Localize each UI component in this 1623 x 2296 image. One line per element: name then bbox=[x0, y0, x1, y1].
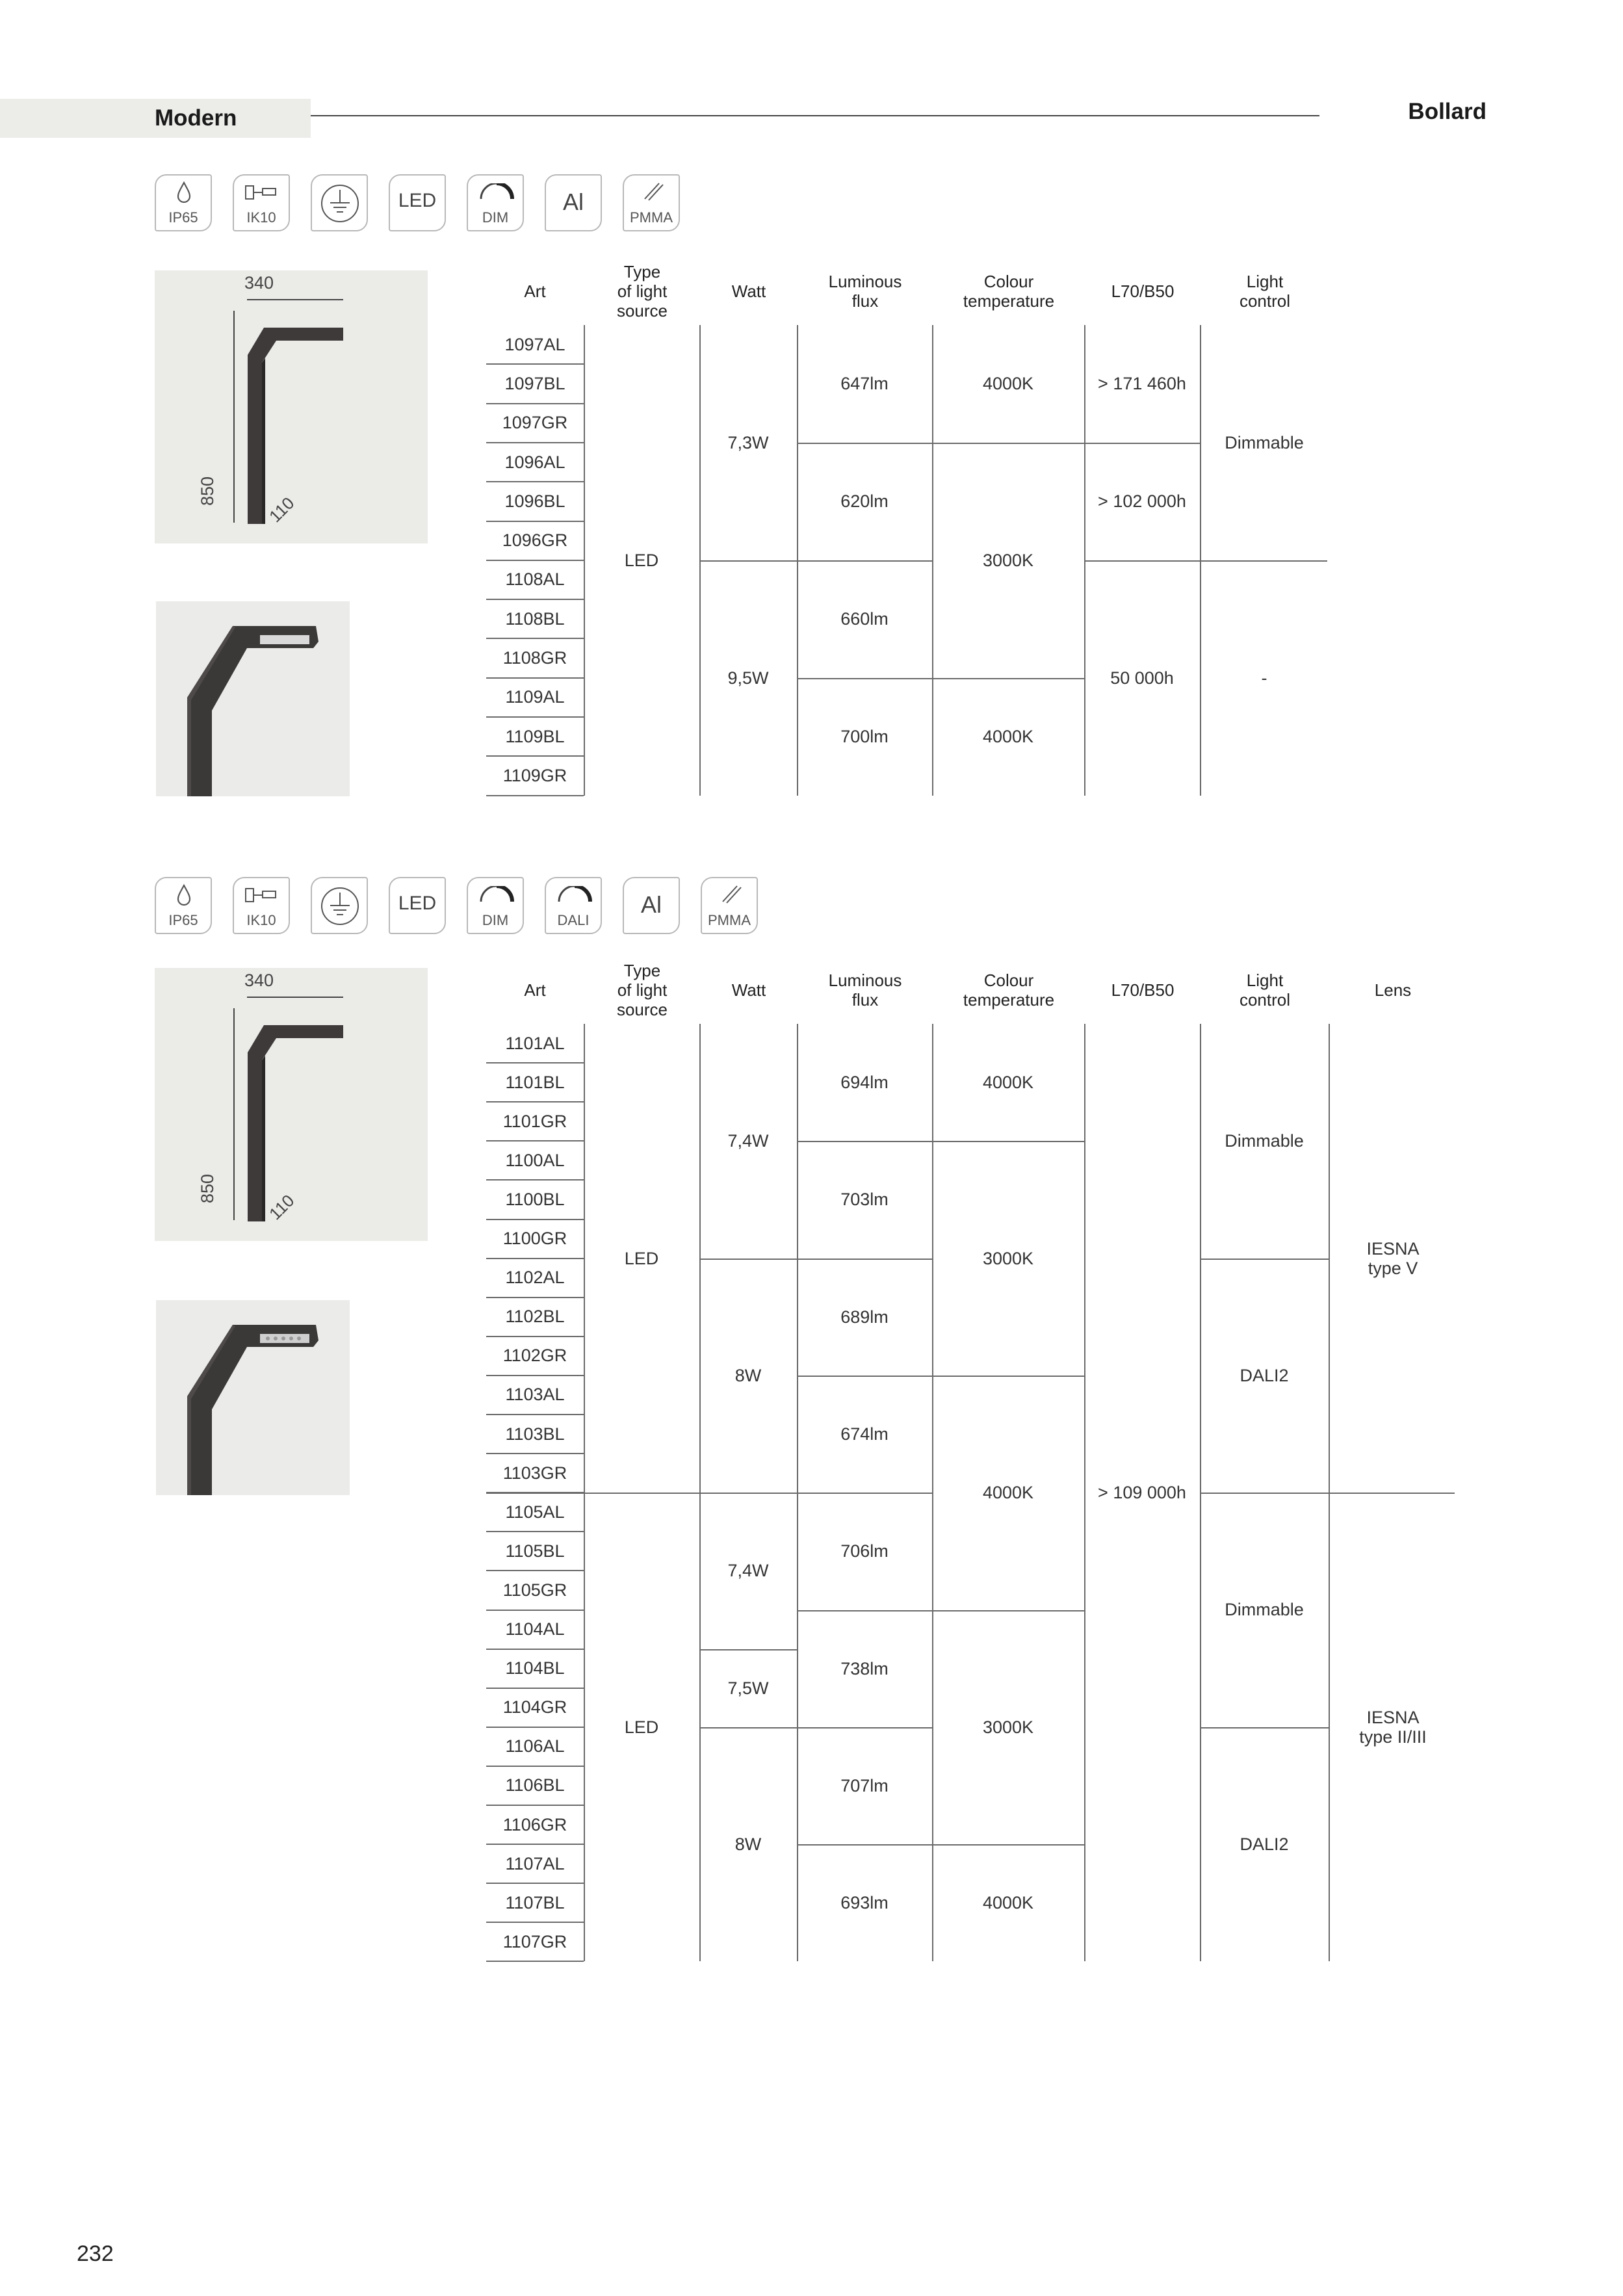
page-number: 232 bbox=[77, 2241, 114, 2266]
aluminium-label: Al bbox=[562, 189, 584, 215]
aluminium-icon bbox=[545, 174, 602, 231]
dimension-drawing-1 bbox=[155, 270, 428, 543]
article-code: 1104BL bbox=[505, 1658, 565, 1678]
temperature-value: 4000K bbox=[982, 1893, 1034, 1913]
article-code: 1104GR bbox=[502, 1697, 567, 1717]
header-rule bbox=[311, 115, 1319, 116]
article-code: 1103GR bbox=[502, 1463, 567, 1483]
l70-value: 50 000h bbox=[1110, 668, 1174, 688]
control-value: DALI2 bbox=[1240, 1834, 1289, 1855]
col-header-flux: Luminous flux bbox=[828, 272, 902, 311]
dali-label: DALI bbox=[557, 912, 590, 928]
article-code: 1108GR bbox=[502, 648, 567, 668]
col-header-source: Type of light source bbox=[616, 961, 668, 1019]
light-source-value: LED bbox=[624, 1717, 659, 1737]
pmma-icon bbox=[701, 877, 758, 934]
article-code: 1106GR bbox=[502, 1814, 567, 1834]
control-value: DALI2 bbox=[1240, 1365, 1289, 1385]
pmma-label: PMMA bbox=[630, 209, 673, 226]
watt-value: 7,4W bbox=[727, 1561, 769, 1581]
dim-icon bbox=[467, 877, 524, 934]
depth-dimension: 110 bbox=[265, 493, 298, 527]
pmma-icon bbox=[623, 174, 680, 231]
article-code: 1101AL bbox=[505, 1033, 565, 1053]
watt-value: 7,4W bbox=[727, 1131, 769, 1151]
col-header-temp: Colour temperature bbox=[963, 272, 1055, 311]
height-dimension: 850 bbox=[198, 476, 217, 506]
dim-label: DIM bbox=[482, 912, 509, 928]
col-header-watt: Watt bbox=[731, 281, 766, 301]
col-header-l70: L70/B50 bbox=[1111, 980, 1175, 1000]
ip65-icon bbox=[155, 174, 212, 231]
temperature-value: 4000K bbox=[982, 1483, 1034, 1503]
earth-ground-icon bbox=[311, 877, 368, 934]
flux-value: 738lm bbox=[840, 1658, 889, 1678]
article-code: 1101BL bbox=[505, 1072, 565, 1092]
article-code: 1109BL bbox=[505, 726, 565, 746]
article-code: 1100AL bbox=[505, 1150, 565, 1170]
article-code: 1096AL bbox=[504, 452, 565, 472]
article-code: 1103AL bbox=[505, 1385, 565, 1405]
light-source-value: LED bbox=[624, 1248, 659, 1268]
ik10-icon bbox=[233, 174, 290, 231]
temperature-value: 4000K bbox=[982, 727, 1034, 747]
col-header-control: Light control bbox=[1239, 272, 1291, 311]
article-code: 1097GR bbox=[502, 413, 568, 433]
row-rule bbox=[486, 1961, 584, 1962]
article-code: 1106AL bbox=[505, 1736, 565, 1756]
flux-value: 620lm bbox=[840, 491, 889, 512]
ik10-icon bbox=[233, 877, 290, 934]
flux-value: 647lm bbox=[840, 374, 889, 394]
row-rule bbox=[486, 795, 584, 796]
lens-value: IESNA type II/III bbox=[1359, 1707, 1427, 1747]
temperature-value: 3000K bbox=[982, 550, 1034, 570]
flux-value: 660lm bbox=[840, 609, 889, 629]
ip65-label: IP65 bbox=[168, 209, 198, 226]
watt-value: 7,5W bbox=[727, 1678, 769, 1698]
article-code: 1096GR bbox=[502, 530, 568, 551]
article-code: 1102BL bbox=[505, 1307, 565, 1327]
dali-icon bbox=[545, 877, 602, 934]
aluminium-icon bbox=[623, 877, 680, 934]
flux-value: 706lm bbox=[840, 1541, 889, 1561]
article-code: 1107BL bbox=[505, 1892, 565, 1912]
dim-label: DIM bbox=[482, 209, 509, 226]
ip65-label: IP65 bbox=[168, 912, 198, 928]
article-code: 1105BL bbox=[505, 1541, 565, 1561]
l70-value: > 171 460h bbox=[1098, 374, 1186, 394]
width-dimension: 340 bbox=[244, 971, 274, 990]
article-code: 1109AL bbox=[505, 687, 565, 707]
flux-value: 703lm bbox=[840, 1190, 889, 1210]
col-header-lens: Lens bbox=[1374, 980, 1412, 1000]
dimension-drawing-2 bbox=[155, 968, 428, 1241]
col-header-source: Type of light source bbox=[616, 262, 668, 320]
article-code: 1107GR bbox=[502, 1931, 567, 1951]
ik10-label: IK10 bbox=[246, 912, 276, 928]
ip65-icon bbox=[155, 877, 212, 934]
col-header-l70: L70/B50 bbox=[1111, 281, 1175, 301]
feature-icons-1 bbox=[155, 174, 675, 234]
aluminium-label: Al bbox=[640, 891, 662, 918]
article-code: 1101GR bbox=[502, 1111, 567, 1131]
watt-value: 8W bbox=[734, 1365, 762, 1385]
col-header-temp: Colour temperature bbox=[963, 971, 1055, 1010]
article-code: 1105GR bbox=[502, 1580, 567, 1600]
dim-icon bbox=[467, 174, 524, 231]
l70-value: > 102 000h bbox=[1098, 491, 1186, 512]
control-value: Dimmable bbox=[1225, 1131, 1304, 1151]
control-value: Dimmable bbox=[1225, 432, 1304, 452]
width-dimension: 340 bbox=[244, 273, 274, 293]
category-title: Modern bbox=[155, 105, 237, 131]
flux-value: 674lm bbox=[840, 1424, 889, 1444]
flux-value: 707lm bbox=[840, 1775, 889, 1795]
col-header-flux: Luminous flux bbox=[828, 971, 902, 1010]
article-code: 1100GR bbox=[502, 1229, 567, 1249]
watt-value: 8W bbox=[734, 1834, 762, 1855]
article-code: 1103BL bbox=[505, 1424, 565, 1444]
flux-value: 700lm bbox=[840, 727, 889, 747]
led-label: LED bbox=[398, 893, 437, 914]
led-icon bbox=[389, 174, 446, 231]
l70-value: > 109 000h bbox=[1098, 1483, 1186, 1503]
article-code: 1108AL bbox=[505, 569, 565, 590]
product-photo-1 bbox=[156, 601, 350, 796]
height-dimension: 850 bbox=[198, 1173, 217, 1203]
lens-value: IESNA type V bbox=[1366, 1238, 1420, 1278]
product-type-title: Bollard bbox=[1408, 99, 1487, 124]
feature-icons-2 bbox=[155, 877, 766, 937]
article-code: 1102AL bbox=[505, 1268, 565, 1288]
control-value: Dimmable bbox=[1225, 1600, 1304, 1620]
flux-value: 689lm bbox=[840, 1307, 889, 1327]
flux-value: 693lm bbox=[840, 1893, 889, 1913]
control-value: - bbox=[1261, 668, 1267, 688]
temperature-value: 3000K bbox=[982, 1717, 1034, 1737]
ik10-label: IK10 bbox=[246, 209, 276, 226]
article-code: 1106BL bbox=[505, 1775, 565, 1795]
article-code: 1107AL bbox=[505, 1853, 565, 1873]
article-code: 1108BL bbox=[505, 608, 565, 629]
article-code: 1097BL bbox=[504, 373, 565, 393]
flux-value: 694lm bbox=[840, 1073, 889, 1093]
article-code: 1102GR bbox=[502, 1346, 567, 1366]
led-label: LED bbox=[398, 190, 437, 211]
article-code: 1109GR bbox=[502, 765, 567, 785]
article-code: 1096BL bbox=[504, 491, 565, 511]
col-header-art: Art bbox=[524, 980, 546, 1000]
earth-ground-icon bbox=[311, 174, 368, 231]
temperature-value: 4000K bbox=[982, 374, 1034, 394]
temperature-value: 3000K bbox=[982, 1248, 1034, 1268]
article-code: 1105AL bbox=[505, 1502, 565, 1522]
col-header-watt: Watt bbox=[731, 980, 766, 1000]
watt-value: 9,5W bbox=[727, 668, 769, 688]
watt-value: 7,3W bbox=[727, 432, 769, 452]
col-header-art: Art bbox=[524, 281, 546, 301]
depth-dimension: 110 bbox=[265, 1190, 298, 1224]
col-header-control: Light control bbox=[1239, 971, 1291, 1010]
article-code: 1100BL bbox=[505, 1189, 565, 1209]
temperature-value: 4000K bbox=[982, 1073, 1034, 1093]
product-photo-2 bbox=[156, 1300, 350, 1495]
article-code: 1097AL bbox=[504, 334, 565, 354]
article-code: 1104AL bbox=[505, 1619, 565, 1639]
pmma-label: PMMA bbox=[708, 912, 751, 928]
led-icon bbox=[389, 877, 446, 934]
light-source-value: LED bbox=[624, 550, 659, 570]
